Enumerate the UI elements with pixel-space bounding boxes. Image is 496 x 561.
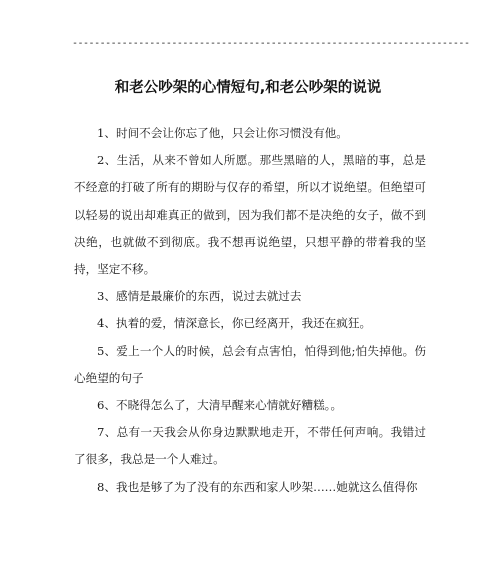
paragraph-5: 5、爱上一个人的时候，总会有点害怕，怕得到他;怕失掉他。伤心绝望的句子	[74, 343, 426, 385]
paragraph-8: 8、我也是够了为了没有的东西和家人吵架……她就这么值得你	[97, 479, 418, 494]
paragraph-4: 4、执着的爱，情深意长，你已经离开，我还在疯狂。	[97, 316, 372, 331]
paragraph-1: 1、时间不会让你忘了他，只会让你习惯没有他。	[97, 126, 348, 140]
paragraph-6: 6、不晓得怎么了，大清早醒来心情就好糟糕。。	[97, 398, 343, 413]
paragraph-2: 2、生活，从来不曾如人所愿。那些黑暗的人，黑暗的事，总是不经意的打破了所有的期盼与仅存的希望，所以才说绝望。但绝望可以轻易的说出却难真正的做到，因为我们都不是决绝的女子，做不到决绝，也就做不到彻底。我不想再说绝望，只想平静的带着我的坚持，坚定不移。	[74, 153, 426, 277]
paragraph-3: 3、感情是最廉价的东西，说过去就过去	[97, 289, 302, 304]
paragraph-7: 7、总有一天我会从你身边默默地走开，不带任何声响。我错过了很多，我总是一个人难过。	[74, 425, 426, 467]
document-body	[74, 120, 426, 501]
header-dashed-rule: ------------------------------------------------------------------------	[72, 38, 470, 49]
page-title: 和老公吵架的心情短句,和老公吵架的说说	[114, 80, 382, 96]
